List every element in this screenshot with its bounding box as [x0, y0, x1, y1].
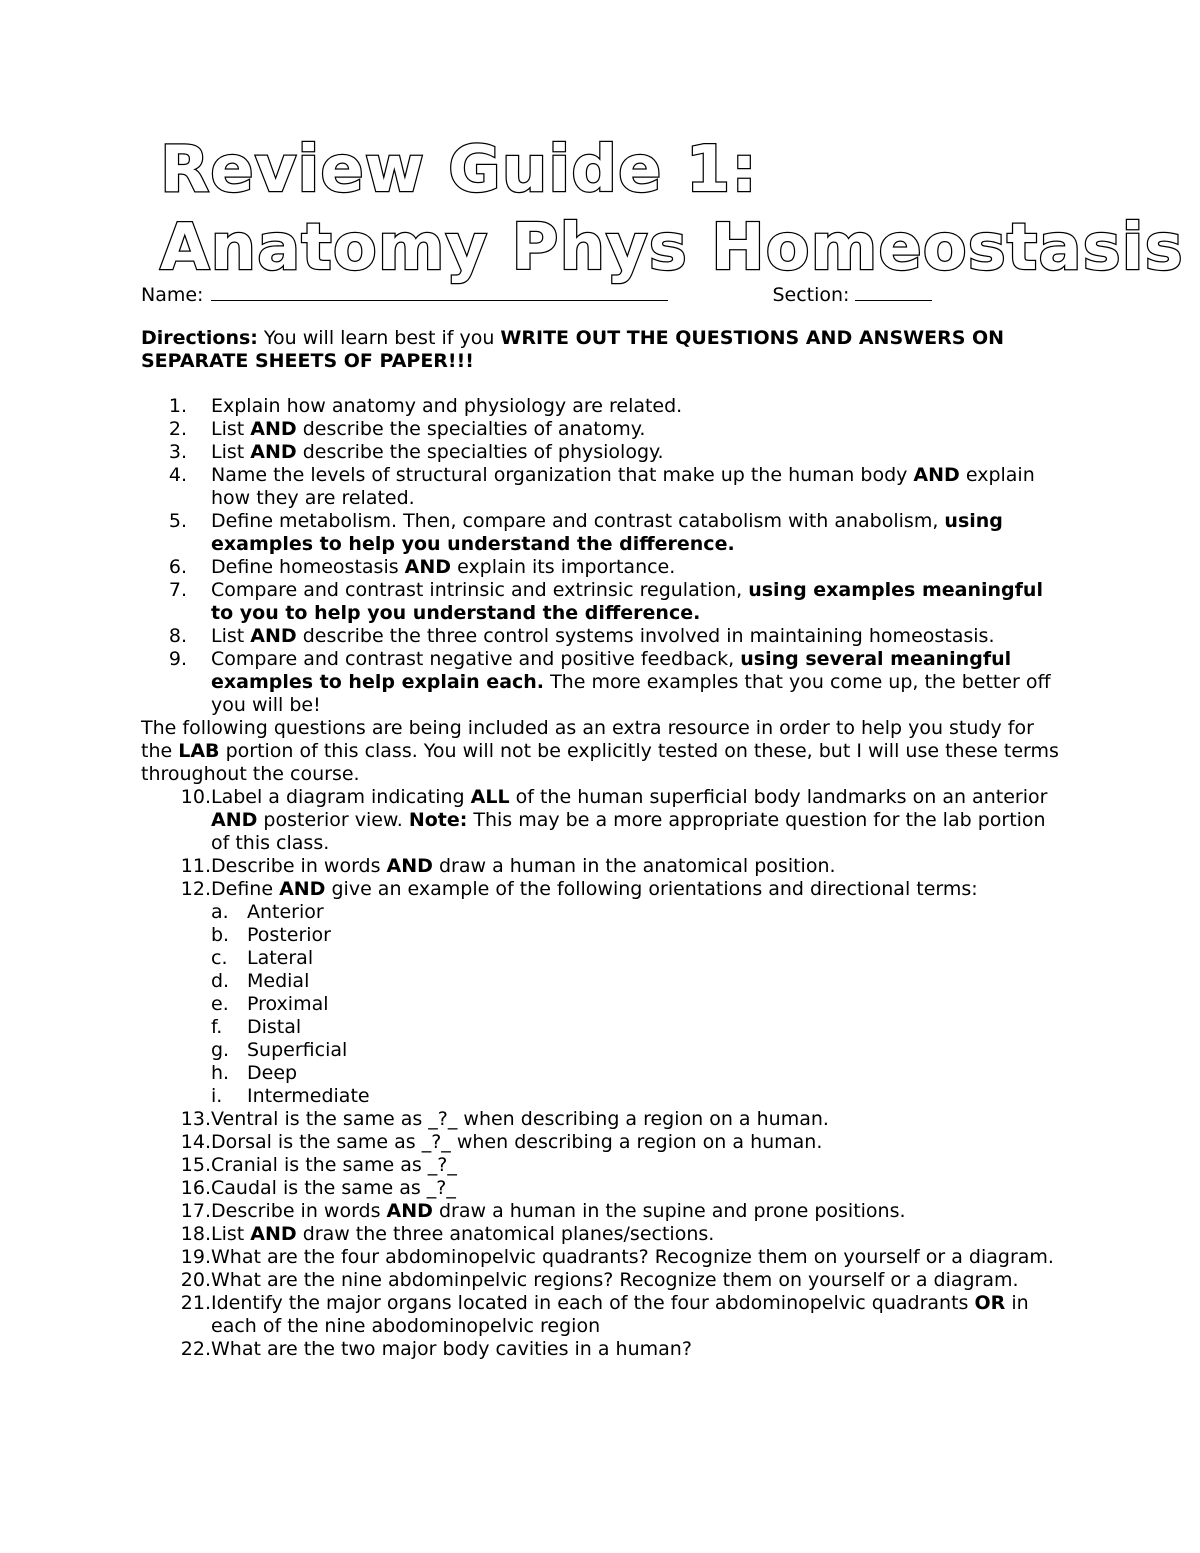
question-text: [211, 878, 1061, 901]
term-letter: f.: [211, 1016, 223, 1038]
question-number: 19.: [180, 1246, 211, 1268]
question-text-part: List: [211, 441, 251, 463]
question-text-part: in each of the nine abodominopelvic region: [211, 1292, 1029, 1337]
question-number: 4.: [168, 464, 187, 486]
directional-term-item: [211, 947, 1061, 970]
question-number: 6.: [168, 556, 187, 578]
question-text-part: explain its importance.: [451, 556, 676, 578]
question-text-part: Explain how anatomy and physiology are related.: [211, 395, 683, 417]
question-emphasis: using examples meaningful to you to help you understand the difference.: [211, 579, 1043, 624]
question-text: [211, 556, 1061, 579]
question-text: [211, 1246, 1061, 1269]
term-letter: h.: [211, 1062, 230, 1084]
question-text-part: Describe in words: [211, 1200, 387, 1222]
question-text-part: Label a diagram indicating: [211, 786, 471, 808]
question-emphasis: ALL: [470, 786, 510, 808]
term-letter: g.: [211, 1039, 230, 1061]
question-text-part: Define homeostasis: [211, 556, 405, 578]
question-item: [141, 1338, 1061, 1361]
term-text: Distal: [247, 1016, 302, 1038]
question-emphasis: AND: [211, 809, 258, 831]
question-text-part: give an example of the following orientations and directional terms:: [325, 878, 978, 900]
question-emphasis: AND: [386, 855, 433, 877]
question-text: [211, 786, 1061, 855]
title-line-1: Review Guide 1:: [160, 133, 758, 207]
question-text: [211, 1154, 1061, 1177]
term-text: Lateral: [247, 947, 314, 969]
question-number: 11.: [180, 855, 211, 877]
term-letter: a.: [211, 901, 229, 923]
term-letter: b.: [211, 924, 230, 946]
directional-term-item: [211, 924, 1061, 947]
question-text-part: of the human superficial body landmarks on an anterior: [509, 786, 1048, 808]
question-item: [141, 418, 1061, 441]
question-text: [211, 418, 1061, 441]
question-emphasis: AND: [250, 625, 297, 647]
question-text-part: describe the three control systems involved in maintaining homeostasis.: [296, 625, 995, 647]
question-emphasis: OR: [974, 1292, 1006, 1314]
question-list-part1: [141, 395, 1061, 717]
question-text: [211, 1269, 1061, 1292]
question-emphasis: AND: [386, 1200, 433, 1222]
directional-term-item: [211, 1039, 1061, 1062]
question-emphasis: using examples to help you understand the difference.: [211, 510, 1003, 555]
question-text-part: Identify the major organs located in each of the four abdominopelvic quadrants: [211, 1292, 975, 1314]
question-item: [141, 625, 1061, 648]
term-letter: i.: [211, 1085, 223, 1107]
directions-emphasis: WRITE OUT THE QUESTIONS AND ANSWERS ON SEPARATE SHEETS OF PAPER!!!: [141, 327, 1005, 372]
directional-term-item: [211, 1062, 1061, 1085]
question-item: [141, 441, 1061, 464]
question-item: [141, 556, 1061, 579]
question-number: 12.: [180, 878, 211, 900]
question-number: 22.: [180, 1338, 211, 1360]
directional-term-item: [211, 970, 1061, 993]
question-item: [141, 1223, 1061, 1246]
question-text-part: Compare and contrast intrinsic and extrinsic regulation,: [211, 579, 749, 601]
question-emphasis: using several meaningful examples to help explain each.: [211, 648, 1012, 693]
question-number: 17.: [180, 1200, 211, 1222]
lab-intro-after: portion of this class. You will not be explicitly tested on these, but I will use these terms throughout the course.: [141, 740, 1059, 785]
question-text-part: Define: [211, 878, 280, 900]
question-item: [141, 1131, 1061, 1154]
question-emphasis: AND: [250, 1223, 297, 1245]
question-item: [141, 1108, 1061, 1131]
question-text-part: List: [211, 418, 251, 440]
question-text-part: Dorsal is the same as _?_ when describing a region on a human.: [211, 1131, 823, 1153]
question-item: [141, 510, 1061, 556]
question-text: [211, 464, 1061, 510]
name-section-line: [141, 282, 1061, 305]
question-text: [211, 625, 1061, 648]
question-number: 9.: [168, 648, 187, 670]
question-text-part: List: [211, 625, 251, 647]
term-letter: d.: [211, 970, 230, 992]
question-emphasis: AND: [404, 556, 452, 578]
question-item: [141, 1200, 1061, 1223]
section-blank: [855, 282, 932, 301]
question-number: 5.: [168, 510, 187, 532]
spacer: [141, 373, 1061, 395]
question-text-part: Define metabolism. Then, compare and contrast catabolism with anabolism,: [211, 510, 945, 532]
directional-term-item: [211, 1085, 1061, 1108]
question-item: [141, 579, 1061, 625]
question-number: 18.: [180, 1223, 211, 1245]
question-number: 3.: [168, 441, 187, 463]
question-text-part: posterior view.: [257, 809, 409, 831]
question-item: [141, 395, 1061, 418]
question-number: 16.: [180, 1177, 211, 1199]
question-text: [211, 1292, 1061, 1338]
question-number: 13.: [180, 1108, 211, 1130]
question-text-part: Describe in words: [211, 855, 387, 877]
question-number: 14.: [180, 1131, 211, 1153]
title-line-2: Anatomy Phys Homeostasis: [160, 211, 1184, 285]
question-emphasis: Note:: [408, 809, 468, 831]
term-text: Superficial: [247, 1039, 348, 1061]
question-text: [211, 1131, 1061, 1154]
question-item: [141, 464, 1061, 510]
question-list-part2b: [141, 1108, 1061, 1361]
question-item: [141, 855, 1061, 878]
directions-text: You will learn best if you: [257, 327, 501, 349]
question-text-part: describe the specialties of anatomy.: [296, 418, 646, 440]
question-text-part: Name the levels of structural organization that make up the human body: [211, 464, 914, 486]
lab-intro-before: The following questions are being included as an extra resource in order to help you study for the: [141, 717, 1034, 762]
question-item: [141, 1154, 1061, 1177]
question-text-part: draw a human in the supine and prone positions.: [432, 1200, 906, 1222]
question-text-part: draw a human in the anatomical position.: [432, 855, 836, 877]
question-text-part: draw the three anatomical planes/sections.: [296, 1223, 715, 1245]
question-item: [141, 1246, 1061, 1269]
term-text: Anterior: [247, 901, 324, 923]
directional-term-item: [211, 901, 1061, 924]
question-item: [141, 786, 1061, 855]
question-item: [141, 1177, 1061, 1200]
question-number: 8.: [168, 625, 187, 647]
question-emphasis: AND: [913, 464, 960, 486]
name-label: Name:: [141, 284, 204, 306]
question-item: [141, 1269, 1061, 1292]
question-number: 10.: [180, 786, 211, 808]
section-label: Section:: [772, 284, 850, 306]
question-text: [211, 395, 1061, 418]
question-number: 2.: [168, 418, 187, 440]
question-text: [211, 1200, 1061, 1223]
question-text-part: Compare and contrast negative and positive feedback,: [211, 648, 741, 670]
question-text: [211, 648, 1061, 717]
question-text-part: Ventral is the same as _?_ when describing a region on a human.: [211, 1108, 829, 1130]
question-text: [211, 1177, 1061, 1200]
lab-intro-emphasis: LAB: [178, 740, 220, 762]
question-text-part: describe the specialties of physiology.: [296, 441, 664, 463]
term-text: Proximal: [247, 993, 329, 1015]
question-text: [211, 1223, 1061, 1246]
term-letter: c.: [211, 947, 228, 969]
question-emphasis: AND: [250, 441, 297, 463]
term-text: Medial: [247, 970, 310, 992]
question-emphasis: AND: [279, 878, 326, 900]
question-text: [211, 855, 1061, 878]
question-text-part: Caudal is the same as _?_: [211, 1177, 456, 1199]
question-text: [211, 510, 1061, 556]
question-number: 7.: [168, 579, 187, 601]
question-text: [211, 1108, 1061, 1131]
question-text: [211, 441, 1061, 464]
question-item: [141, 878, 1061, 901]
term-text: Posterior: [247, 924, 331, 946]
question-text: [211, 1338, 1061, 1361]
question-text-part: What are the two major body cavities in a human?: [211, 1338, 692, 1360]
term-text: Deep: [247, 1062, 298, 1084]
directional-term-item: [211, 993, 1061, 1016]
question-number: 1.: [168, 395, 187, 417]
question-item: [141, 648, 1061, 717]
term-letter: e.: [211, 993, 229, 1015]
question-text-part: The more examples that you come up, the better off you will be!: [211, 671, 1051, 716]
directional-term-item: [211, 1016, 1061, 1039]
name-blank: [211, 282, 668, 301]
question-emphasis: AND: [250, 418, 297, 440]
question-number: 15.: [180, 1154, 211, 1176]
question-list-part2a: [141, 786, 1061, 901]
question-item: [141, 1292, 1061, 1338]
question-text-part: This may be a more appropriate question for the lab portion of this class.: [211, 809, 1046, 854]
question-text-part: What are the nine abdominpelvic regions? Recognize them on yourself or a diagram.: [211, 1269, 1019, 1291]
question-number: 21.: [180, 1292, 211, 1314]
term-text: Intermediate: [247, 1085, 370, 1107]
directions-label: Directions:: [141, 327, 258, 349]
question-text-part: explain how they are related.: [211, 464, 1035, 509]
question-number: 20.: [180, 1269, 211, 1291]
question-text: [211, 579, 1061, 625]
directional-terms-list: [211, 901, 1061, 1108]
question-text-part: List: [211, 1223, 251, 1245]
question-text-part: Cranial is the same as _?_: [211, 1154, 457, 1176]
question-text-part: What are the four abdominopelvic quadrants? Recognize them on yourself or a diagram.: [211, 1246, 1054, 1268]
worksheet-body: [141, 282, 1061, 1361]
lab-intro: [141, 717, 1061, 786]
directions: [141, 327, 1061, 373]
